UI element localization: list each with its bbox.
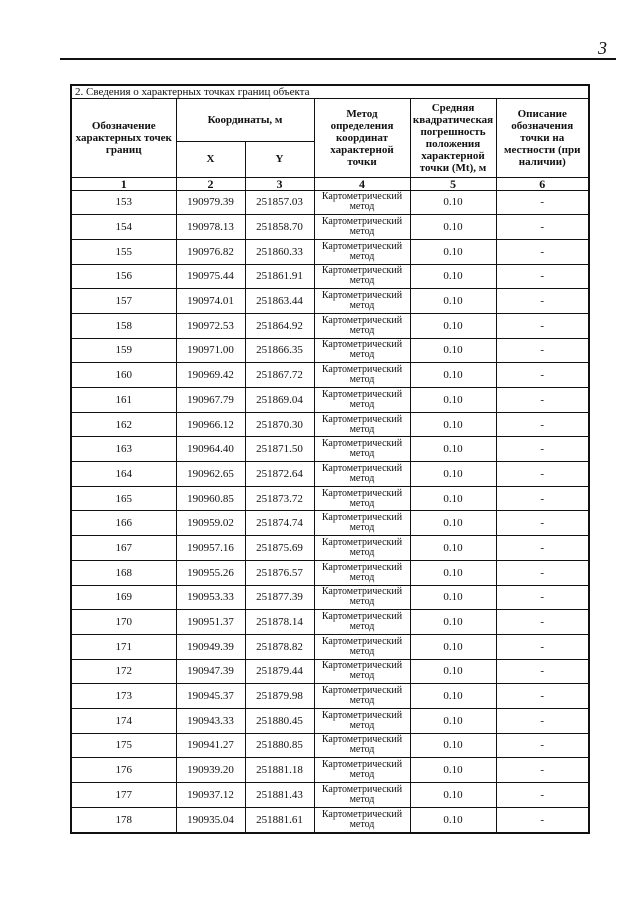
header-coordinates: Координаты, м bbox=[176, 99, 314, 141]
description-value: - bbox=[496, 536, 588, 561]
method-line1: Картометрический bbox=[321, 339, 403, 351]
method-line2: метод bbox=[349, 324, 375, 336]
description-value: - bbox=[496, 190, 588, 215]
accuracy-value: 0.10 bbox=[410, 215, 496, 240]
column-number: 2 bbox=[176, 177, 245, 190]
description-value: - bbox=[496, 659, 588, 684]
point-id: 177 bbox=[72, 783, 176, 808]
description-value: - bbox=[496, 634, 588, 659]
table-row bbox=[72, 610, 588, 635]
coord-y: 251880.85 bbox=[245, 733, 314, 758]
method-line2: метод bbox=[349, 571, 375, 583]
point-id: 170 bbox=[72, 610, 176, 635]
method-line1: Картометрический bbox=[321, 586, 403, 598]
table-row bbox=[72, 807, 588, 832]
coord-y: 251877.39 bbox=[245, 585, 314, 610]
method-cell bbox=[314, 708, 410, 733]
coord-y: 251878.82 bbox=[245, 634, 314, 659]
description-value: - bbox=[496, 462, 588, 487]
description-value: - bbox=[496, 215, 588, 240]
point-id: 159 bbox=[72, 338, 176, 363]
coord-y: 251864.92 bbox=[245, 313, 314, 338]
accuracy-value: 0.10 bbox=[410, 536, 496, 561]
points-body bbox=[72, 190, 588, 832]
method-line1: Картометрический bbox=[321, 512, 403, 524]
table-row bbox=[72, 733, 588, 758]
method-cell bbox=[314, 783, 410, 808]
method-line1: Картометрический bbox=[321, 462, 403, 474]
coord-y: 251875.69 bbox=[245, 536, 314, 561]
coord-y: 251858.70 bbox=[245, 215, 314, 240]
coord-y: 251881.61 bbox=[245, 807, 314, 832]
point-id: 157 bbox=[72, 289, 176, 314]
method-cell bbox=[314, 536, 410, 561]
method-line1: Картометрический bbox=[321, 216, 403, 228]
method-line1: Картометрический bbox=[321, 290, 403, 302]
table-row bbox=[72, 560, 588, 585]
method-line1: Картометрический bbox=[321, 314, 403, 326]
coord-y: 251876.57 bbox=[245, 560, 314, 585]
point-id: 160 bbox=[72, 363, 176, 388]
method-line1: Картометрический bbox=[321, 660, 403, 672]
description-value: - bbox=[496, 758, 588, 783]
coord-x: 190960.85 bbox=[176, 486, 245, 511]
coord-y: 251866.35 bbox=[245, 338, 314, 363]
point-id: 178 bbox=[72, 807, 176, 832]
description-value: - bbox=[496, 363, 588, 388]
coord-x: 190935.04 bbox=[176, 807, 245, 832]
method-line1: Картометрический bbox=[321, 265, 403, 277]
method-line2: метод bbox=[349, 250, 375, 262]
method-cell bbox=[314, 462, 410, 487]
method-line2: метод bbox=[349, 423, 375, 435]
accuracy-value: 0.10 bbox=[410, 807, 496, 832]
coord-y: 251861.91 bbox=[245, 264, 314, 289]
method-line2: метод bbox=[349, 201, 375, 213]
table-row bbox=[72, 536, 588, 561]
header-point: Обозначение характерных точек границ bbox=[72, 99, 176, 177]
description-value: - bbox=[496, 437, 588, 462]
accuracy-value: 0.10 bbox=[410, 659, 496, 684]
method-line2: метод bbox=[349, 448, 375, 460]
method-line1: Картометрический bbox=[321, 685, 403, 697]
table-row bbox=[72, 412, 588, 437]
table-row bbox=[72, 511, 588, 536]
coord-x: 190979.39 bbox=[176, 190, 245, 215]
table-row bbox=[72, 437, 588, 462]
coord-y: 251869.04 bbox=[245, 388, 314, 413]
point-id: 162 bbox=[72, 412, 176, 437]
coord-y: 251878.14 bbox=[245, 610, 314, 635]
point-id: 173 bbox=[72, 684, 176, 709]
table-row bbox=[72, 215, 588, 240]
accuracy-value: 0.10 bbox=[410, 783, 496, 808]
method-line1: Картометрический bbox=[321, 191, 403, 203]
accuracy-value: 0.10 bbox=[410, 560, 496, 585]
coord-x: 190945.37 bbox=[176, 684, 245, 709]
method-line1: Картометрический bbox=[321, 783, 403, 795]
description-value: - bbox=[496, 289, 588, 314]
description-value: - bbox=[496, 338, 588, 363]
coord-y: 251863.44 bbox=[245, 289, 314, 314]
column-number: 1 bbox=[72, 177, 176, 190]
table-row bbox=[72, 486, 588, 511]
method-line1: Картометрический bbox=[321, 561, 403, 573]
method-cell bbox=[314, 807, 410, 832]
method-cell bbox=[314, 412, 410, 437]
table-row bbox=[72, 264, 588, 289]
table-row bbox=[72, 289, 588, 314]
point-id: 158 bbox=[72, 313, 176, 338]
coord-x: 190962.65 bbox=[176, 462, 245, 487]
point-id: 169 bbox=[72, 585, 176, 610]
method-cell bbox=[314, 215, 410, 240]
description-value: - bbox=[496, 511, 588, 536]
coord-y: 251874.74 bbox=[245, 511, 314, 536]
method-cell bbox=[314, 338, 410, 363]
point-id: 154 bbox=[72, 215, 176, 240]
coord-x: 190966.12 bbox=[176, 412, 245, 437]
description-value: - bbox=[496, 783, 588, 808]
point-id: 153 bbox=[72, 190, 176, 215]
description-value: - bbox=[496, 733, 588, 758]
header-accuracy: Средняя квадратическая погрешность положения характерной точки (Mt), м bbox=[410, 99, 496, 177]
description-value: - bbox=[496, 610, 588, 635]
accuracy-value: 0.10 bbox=[410, 634, 496, 659]
description-value: - bbox=[496, 313, 588, 338]
method-cell bbox=[314, 610, 410, 635]
method-line2: метод bbox=[349, 596, 375, 608]
method-line2: метод bbox=[349, 769, 375, 781]
method-line2: метод bbox=[349, 546, 375, 558]
method-line1: Картометрический bbox=[321, 759, 403, 771]
description-value: - bbox=[496, 560, 588, 585]
method-line2: метод bbox=[349, 522, 375, 534]
method-cell bbox=[314, 684, 410, 709]
method-line1: Картометрический bbox=[321, 611, 403, 623]
header-description: Описание обозначения точки на местности (при наличии) bbox=[496, 99, 588, 177]
description-value: - bbox=[496, 264, 588, 289]
description-value: - bbox=[496, 585, 588, 610]
point-id: 172 bbox=[72, 659, 176, 684]
coord-y: 251870.30 bbox=[245, 412, 314, 437]
description-value: - bbox=[496, 412, 588, 437]
point-id: 168 bbox=[72, 560, 176, 585]
method-cell bbox=[314, 437, 410, 462]
accuracy-value: 0.10 bbox=[410, 758, 496, 783]
method-cell bbox=[314, 239, 410, 264]
accuracy-value: 0.10 bbox=[410, 610, 496, 635]
table-row bbox=[72, 783, 588, 808]
coord-x: 190939.20 bbox=[176, 758, 245, 783]
method-line1: Картометрический bbox=[321, 487, 403, 499]
accuracy-value: 0.10 bbox=[410, 462, 496, 487]
coord-x: 190947.39 bbox=[176, 659, 245, 684]
column-number: 5 bbox=[410, 177, 496, 190]
method-line1: Картометрический bbox=[321, 364, 403, 376]
column-number: 3 bbox=[245, 177, 314, 190]
accuracy-value: 0.10 bbox=[410, 338, 496, 363]
coord-x: 190937.12 bbox=[176, 783, 245, 808]
coord-y: 251881.43 bbox=[245, 783, 314, 808]
table-row bbox=[72, 388, 588, 413]
method-line2: метод bbox=[349, 645, 375, 657]
accuracy-value: 0.10 bbox=[410, 511, 496, 536]
coord-y: 251880.45 bbox=[245, 708, 314, 733]
description-value: - bbox=[496, 239, 588, 264]
point-id: 156 bbox=[72, 264, 176, 289]
table-row bbox=[72, 190, 588, 215]
table-row bbox=[72, 684, 588, 709]
table-row bbox=[72, 338, 588, 363]
method-line2: метод bbox=[349, 793, 375, 805]
method-cell bbox=[314, 634, 410, 659]
coord-y: 251873.72 bbox=[245, 486, 314, 511]
table-row bbox=[72, 659, 588, 684]
point-id: 175 bbox=[72, 733, 176, 758]
column-number: 4 bbox=[314, 177, 410, 190]
method-line1: Картометрический bbox=[321, 240, 403, 252]
method-line2: метод bbox=[349, 621, 375, 633]
accuracy-value: 0.10 bbox=[410, 733, 496, 758]
points-table bbox=[72, 99, 588, 832]
method-cell bbox=[314, 388, 410, 413]
method-line1: Картометрический bbox=[321, 635, 403, 647]
coord-x: 190972.53 bbox=[176, 313, 245, 338]
point-id: 155 bbox=[72, 239, 176, 264]
method-line1: Картометрический bbox=[321, 709, 403, 721]
method-line2: метод bbox=[349, 226, 375, 238]
method-line1: Картометрический bbox=[321, 734, 403, 746]
method-cell bbox=[314, 758, 410, 783]
point-id: 165 bbox=[72, 486, 176, 511]
method-line2: метод bbox=[349, 374, 375, 386]
coord-y: 251879.44 bbox=[245, 659, 314, 684]
method-cell bbox=[314, 659, 410, 684]
table-row bbox=[72, 708, 588, 733]
coord-y: 251879.98 bbox=[245, 684, 314, 709]
table-row bbox=[72, 239, 588, 264]
table-row bbox=[72, 462, 588, 487]
header-method: Метод определения координат характерной точки bbox=[314, 99, 410, 177]
top-rule bbox=[60, 58, 616, 60]
page-number: 3 bbox=[598, 38, 607, 58]
method-line1: Картометрический bbox=[321, 388, 403, 400]
method-cell bbox=[314, 486, 410, 511]
accuracy-value: 0.10 bbox=[410, 412, 496, 437]
coord-x: 190967.79 bbox=[176, 388, 245, 413]
method-cell bbox=[314, 560, 410, 585]
method-line2: метод bbox=[349, 275, 375, 287]
point-id: 161 bbox=[72, 388, 176, 413]
method-line2: метод bbox=[349, 719, 375, 731]
accuracy-value: 0.10 bbox=[410, 190, 496, 215]
coord-x: 190949.39 bbox=[176, 634, 245, 659]
header-y: Y bbox=[245, 141, 314, 177]
method-line1: Картометрический bbox=[321, 808, 403, 820]
coord-x: 190955.26 bbox=[176, 560, 245, 585]
coord-x: 190957.16 bbox=[176, 536, 245, 561]
accuracy-value: 0.10 bbox=[410, 239, 496, 264]
coord-x: 190976.82 bbox=[176, 239, 245, 264]
point-id: 166 bbox=[72, 511, 176, 536]
accuracy-value: 0.10 bbox=[410, 684, 496, 709]
method-line2: метод bbox=[349, 398, 375, 410]
description-value: - bbox=[496, 486, 588, 511]
coord-y: 251871.50 bbox=[245, 437, 314, 462]
method-line2: метод bbox=[349, 670, 375, 682]
point-id: 174 bbox=[72, 708, 176, 733]
method-line2: метод bbox=[349, 744, 375, 756]
point-id: 164 bbox=[72, 462, 176, 487]
point-id: 171 bbox=[72, 634, 176, 659]
accuracy-value: 0.10 bbox=[410, 313, 496, 338]
accuracy-value: 0.10 bbox=[410, 363, 496, 388]
coord-y: 251881.18 bbox=[245, 758, 314, 783]
method-cell bbox=[314, 313, 410, 338]
accuracy-value: 0.10 bbox=[410, 585, 496, 610]
header-x: X bbox=[176, 141, 245, 177]
points-sheet bbox=[70, 84, 590, 834]
method-line1: Картометрический bbox=[321, 413, 403, 425]
method-cell bbox=[314, 585, 410, 610]
coord-x: 190941.27 bbox=[176, 733, 245, 758]
coord-y: 251860.33 bbox=[245, 239, 314, 264]
coord-x: 190978.13 bbox=[176, 215, 245, 240]
method-line1: Картометрический bbox=[321, 438, 403, 450]
section-title: 2. Сведения о характерных точках границ объекта bbox=[72, 86, 588, 99]
method-cell bbox=[314, 733, 410, 758]
method-cell bbox=[314, 363, 410, 388]
method-line2: метод bbox=[349, 472, 375, 484]
table-row bbox=[72, 758, 588, 783]
coord-x: 190959.02 bbox=[176, 511, 245, 536]
method-line2: метод bbox=[349, 300, 375, 312]
accuracy-value: 0.10 bbox=[410, 437, 496, 462]
method-line2: метод bbox=[349, 349, 375, 361]
coord-x: 190953.33 bbox=[176, 585, 245, 610]
accuracy-value: 0.10 bbox=[410, 486, 496, 511]
coord-x: 190943.33 bbox=[176, 708, 245, 733]
method-cell bbox=[314, 511, 410, 536]
point-id: 176 bbox=[72, 758, 176, 783]
table-row bbox=[72, 585, 588, 610]
description-value: - bbox=[496, 388, 588, 413]
method-line1: Картометрический bbox=[321, 536, 403, 548]
coord-y: 251857.03 bbox=[245, 190, 314, 215]
description-value: - bbox=[496, 684, 588, 709]
coord-x: 190974.01 bbox=[176, 289, 245, 314]
coord-x: 190951.37 bbox=[176, 610, 245, 635]
column-number: 6 bbox=[496, 177, 588, 190]
coord-x: 190964.40 bbox=[176, 437, 245, 462]
point-id: 167 bbox=[72, 536, 176, 561]
coord-y: 251872.64 bbox=[245, 462, 314, 487]
coord-x: 190969.42 bbox=[176, 363, 245, 388]
coord-x: 190971.00 bbox=[176, 338, 245, 363]
accuracy-value: 0.10 bbox=[410, 264, 496, 289]
description-value: - bbox=[496, 807, 588, 832]
method-cell bbox=[314, 289, 410, 314]
coord-x: 190975.44 bbox=[176, 264, 245, 289]
table-row bbox=[72, 313, 588, 338]
accuracy-value: 0.10 bbox=[410, 289, 496, 314]
coord-y: 251867.72 bbox=[245, 363, 314, 388]
method-line2: метод bbox=[349, 695, 375, 707]
table-row bbox=[72, 634, 588, 659]
method-line2: метод bbox=[349, 818, 375, 830]
method-cell bbox=[314, 190, 410, 215]
table-row bbox=[72, 363, 588, 388]
accuracy-value: 0.10 bbox=[410, 388, 496, 413]
method-cell bbox=[314, 264, 410, 289]
method-line2: метод bbox=[349, 497, 375, 509]
description-value: - bbox=[496, 708, 588, 733]
point-id: 163 bbox=[72, 437, 176, 462]
accuracy-value: 0.10 bbox=[410, 708, 496, 733]
